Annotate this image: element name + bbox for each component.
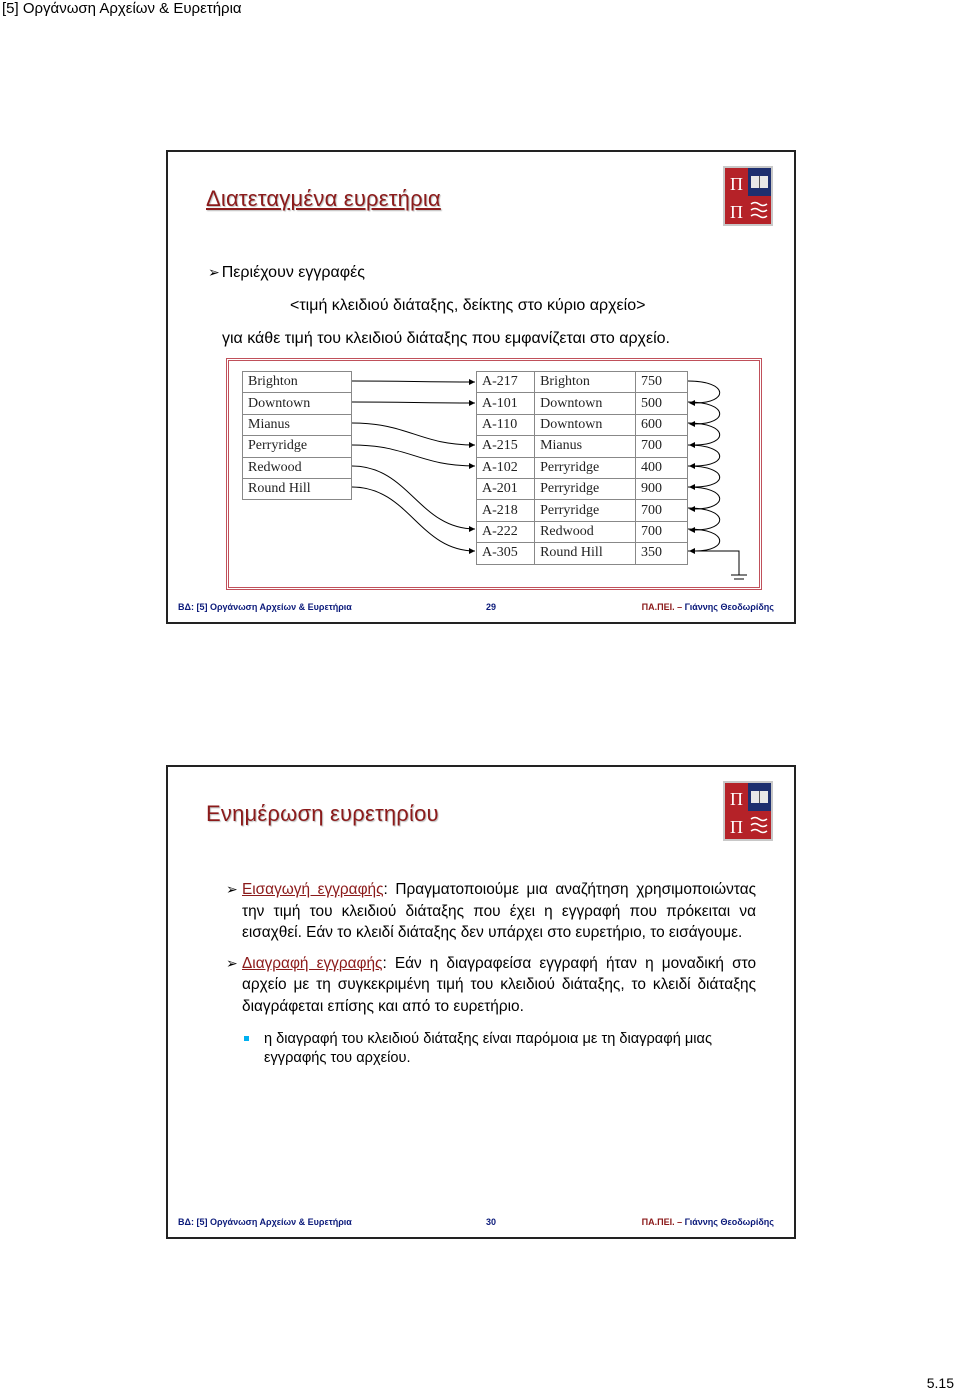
bullet-delete: ➢ Διαγραφή εγγραφής: Εάν η διαγραφείσα εγγραφή ήταν η μοναδική στο αρχείο με τη συγκεκριμένη τιμή του κλειδιού διάταξης, το κλειδί διάταξης διαγράφεται επίσης και από το ευρετήριο. [226,954,756,1015]
index-row: Perryridge [243,436,352,457]
index-entry-format: <τιμή κλειδιού διάταξης, δείκτης στο κύριο αρχείο> [290,297,646,314]
arrow-bullet-icon: ➢ [208,264,220,280]
footer-course: ΒΔ: [5] Οργάνωση Αρχείων & Ευρετήρια [178,1217,352,1227]
slide-number: 30 [486,1217,497,1227]
bullet-insert: ➢ Εισαγωγή εγγραφής: Πραγματοποιούμε μια αναζήτηση χρησιμοποιώντας την τιμή του κλειδιού διάταξης που έχει η εγγραφή που πρόκειται να εισαχθεί. Εάν το κλειδί διάταξης δεν υπάρχει στο ευρετήριο, το εισάγουμε. [226,881,757,942]
svg-text:Π: Π [730,174,743,194]
svg-text:Π: Π [730,202,743,222]
slide-number: 29 [486,602,497,612]
footer-author: ΠΑ.ΠΕΙ. – Γιάννης Θεοδωρίδης [641,1217,774,1227]
bullet-contains: ➢ Περιέχουν εγγραφές [208,264,365,281]
slide-30 [166,765,796,1239]
page-header: [5] Οργάνωση Αρχείων & Ευρετήρια [2,0,242,17]
record-row: A-201 Perryridge 900 [477,478,688,499]
slide-title: Ενημέρωση ευρετηρίου [206,801,439,826]
record-row: A-102 Perryridge 400 [477,457,688,478]
index-table [242,371,352,500]
slide-footer [178,602,774,616]
slide-title: Διατεταγμένα ευρετήρια [206,186,441,211]
square-bullet-icon [244,1036,249,1041]
record-row: A-218 Perryridge 700 [477,500,688,521]
slide-footer [178,1217,774,1231]
university-logo [723,781,773,841]
arrow-bullet-icon: ➢ [226,881,238,897]
index-row: Downtown [243,393,352,414]
bullet-list [226,879,756,1069]
footer-course: ΒΔ: [5] Οργάνωση Αρχείων & Ευρετήρια [178,602,352,612]
records-table [476,371,688,565]
record-row: A-217 Brighton 750 [477,372,688,393]
index-row: Brighton [243,372,352,393]
index-row: Round Hill [243,478,352,499]
footer-author: ΠΑ.ΠΕΙ. – Γιάννης Θεοδωρίδης [641,602,774,612]
svg-text:Π: Π [730,817,743,837]
record-row: A-222 Redwood 700 [477,521,688,542]
index-row: Redwood [243,457,352,478]
slide-29 [166,150,796,624]
record-row: A-215 Mianus 700 [477,436,688,457]
university-logo [723,166,773,226]
page-number: 5.15 [926,1375,954,1391]
svg-text:Π: Π [730,789,743,809]
record-row: A-110 Downtown 600 [477,414,688,435]
record-row: A-101 Downtown 500 [477,393,688,414]
index-row: Mianus [243,414,352,435]
ordered-index-figure [226,358,762,590]
arrow-bullet-icon: ➢ [226,954,238,971]
record-row: A-305 Round Hill 350 [477,543,688,564]
sub-bullet: η διαγραφή του κλειδιού διάταξης είναι παρόμοια με τη διαγραφή μιας εγγραφής του αρχείου. [226,1030,756,1069]
index-description: για κάθε τιμή του κλειδιού διάταξης που εμφανίζεται στο αρχείο. [222,330,670,347]
